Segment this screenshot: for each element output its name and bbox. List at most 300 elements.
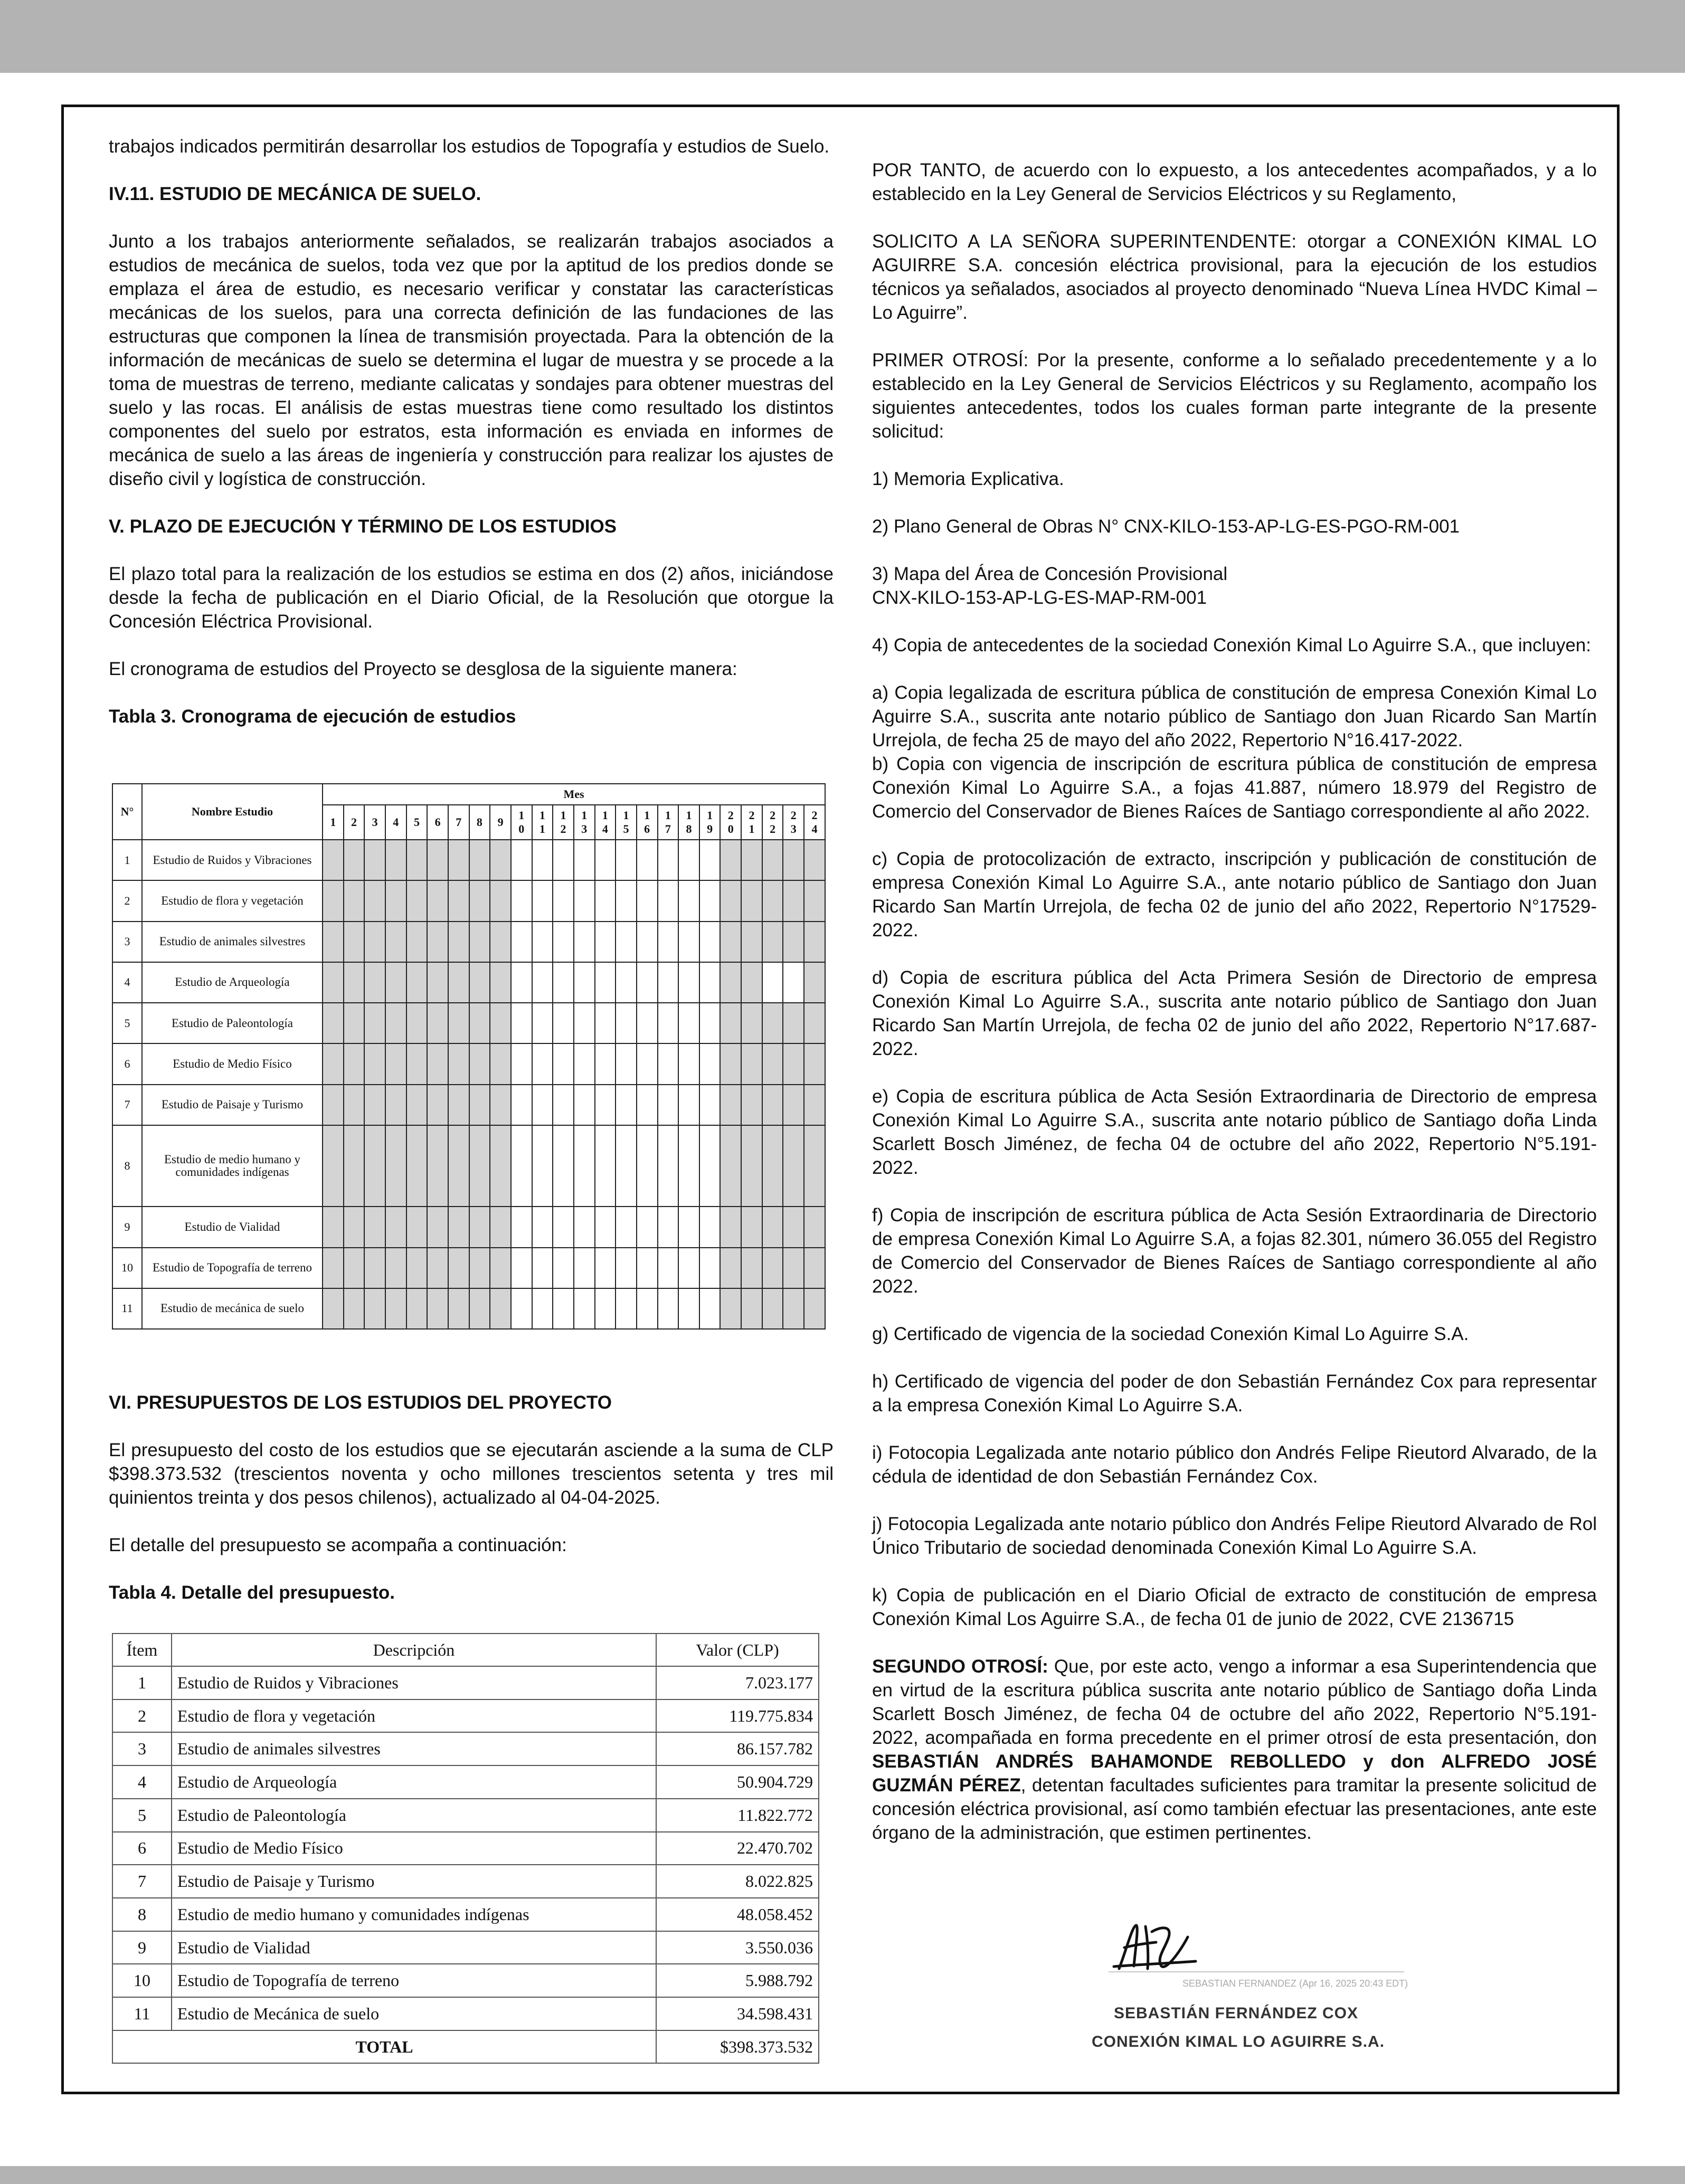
budget-item-value: 11.822.772 — [656, 1799, 819, 1832]
schedule-month-cell — [595, 1248, 616, 1288]
schedule-month-cell — [741, 1003, 762, 1043]
schedule-month-cell — [616, 1248, 637, 1288]
por-tanto-paragraph: POR TANTO, de acuerdo con lo expuesto, a los antecedentes acompañados, y a lo establecido en la Ley General de Servicios Eléctricos y su Reglamento, — [872, 160, 1597, 204]
section-v-heading: V. PLAZO DE EJECUCIÓN Y TÉRMINO DE LOS ESTUDIOS — [109, 516, 617, 537]
schedule-month-cell — [469, 1207, 490, 1247]
month-digit-top: 7 — [456, 815, 462, 829]
schedule-month-cell — [574, 962, 595, 1003]
schedule-month-cell — [637, 880, 658, 921]
schedule-row-number: 7 — [112, 1085, 142, 1125]
schedule-month-cell — [385, 1125, 406, 1207]
schedule-month-cell — [344, 1125, 365, 1207]
schedule-month-cell — [532, 1125, 553, 1207]
budget-row — [112, 1666, 819, 1699]
schedule-month-cell — [344, 880, 365, 921]
schedule-month-cell — [804, 880, 825, 921]
schedule-row-name: Estudio de Vialidad — [142, 1207, 323, 1247]
schedule-month-cell — [762, 1125, 783, 1207]
schedule-month-cell — [804, 1125, 825, 1207]
schedule-month-cell — [323, 1125, 344, 1207]
schedule-month-cell — [804, 1085, 825, 1125]
schedule-month-cell — [511, 1288, 532, 1329]
month-digit-top: 2 — [727, 809, 734, 822]
schedule-month-cell — [678, 1043, 699, 1084]
schedule-month-cell — [532, 922, 553, 962]
schedule-month-cell — [616, 840, 637, 880]
schedule-month-cell — [658, 1003, 679, 1043]
schedule-month-cell — [511, 962, 532, 1003]
schedule-row-name: Estudio de animales silvestres — [142, 922, 323, 962]
schedule-month-cell — [427, 1043, 448, 1084]
budget-item-description: Estudio de Vialidad — [172, 1931, 656, 1964]
budget-item-value: 5.988.792 — [656, 1964, 819, 1997]
budget-row — [112, 1765, 819, 1799]
schedule-month-cell — [574, 1288, 595, 1329]
budget-table — [112, 1633, 819, 2064]
month-digit-top: 1 — [602, 809, 608, 822]
item-4d: d) Copia de escritura pública del Acta Primera Sesión de Directorio de empresa Conexión Kimal Lo Aguirre S.A., suscrita ante notario público de Santiago don Juan Ricardo San Martín Urrejola, de fecha 02 de junio del año 2022, Repertorio N°17.687-2022. — [872, 967, 1597, 1059]
schedule-month-cell — [720, 1207, 741, 1247]
schedule-month-cell — [406, 1043, 428, 1084]
schedule-month-header — [448, 805, 469, 840]
signature-meta: SEBASTIAN FERNANDEZ (Apr 16, 2025 20:43 EDT) — [1182, 1978, 1408, 1989]
schedule-month-cell — [783, 1085, 804, 1125]
schedule-month-cell — [637, 1085, 658, 1125]
schedule-month-cell — [344, 1207, 365, 1247]
schedule-month-cell — [469, 1125, 490, 1207]
schedule-month-cell — [804, 1248, 825, 1288]
schedule-month-cell — [448, 1248, 469, 1288]
signer-company: CONEXIÓN KIMAL LO AGUIRRE S.A. — [1092, 2033, 1385, 2050]
item-4a: a) Copia legalizada de escritura pública de constitución de empresa Conexión Kimal Lo Aguirre S.A., suscrita ante notario público de Santiago don Juan Ricardo San Martín Urrejola, de fecha 25 de mayo del año 2022, Repertorio N°16.417-2022. — [872, 682, 1597, 751]
item-3-line-2: CNX-KILO-153-AP-LG-ES-MAP-RM-001 — [872, 587, 1207, 608]
table4-caption: Tabla 4. Detalle del presupuesto. — [109, 1582, 395, 1603]
schedule-month-cell — [658, 1085, 679, 1125]
schedule-month-cell — [678, 1288, 699, 1329]
schedule-month-cell — [553, 922, 574, 962]
budget-item-description: Estudio de Topografía de terreno — [172, 1964, 656, 1997]
section-v-paragraph-1: El plazo total para la realización de los estudios se estima en dos (2) años, iniciándose desde la fecha de publicación en el Diario Oficial, de la Resolución que otorgue la Concesión Eléctrica Provisional. — [109, 564, 834, 632]
schedule-month-cell — [469, 1043, 490, 1084]
schedule-month-cell — [448, 1288, 469, 1329]
section-vi-heading: VI. PRESUPUESTOS DE LOS ESTUDIOS DEL PROYECTO — [109, 1392, 612, 1413]
schedule-month-cell — [532, 1248, 553, 1288]
schedule-month-cell — [658, 962, 679, 1003]
schedule-month-cell — [574, 1003, 595, 1043]
schedule-month-cell — [699, 1288, 721, 1329]
schedule-month-cell — [616, 922, 637, 962]
schedule-month-cell — [406, 922, 428, 962]
item-4: 4) Copia de antecedentes de la sociedad Conexión Kimal Lo Aguirre S.A., que incluyen: — [872, 635, 1591, 656]
schedule-month-cell — [637, 1248, 658, 1288]
budget-header-valor: Valor (CLP) — [656, 1634, 819, 1666]
segundo-otrosi-names: SEBASTIÁN ANDRÉS BAHAMONDE REBOLLEDO y don ALFREDO JOSÉ GUZMÁN PÉREZ — [872, 1751, 1597, 1796]
schedule-month-header — [616, 805, 637, 840]
schedule-month-cell — [658, 922, 679, 962]
schedule-month-cell — [574, 840, 595, 880]
schedule-month-cell — [616, 962, 637, 1003]
month-digit-top: 2 — [770, 809, 776, 822]
month-digit-top: 5 — [413, 815, 420, 829]
schedule-month-cell — [385, 1003, 406, 1043]
month-digit-bottom: 3 — [790, 822, 797, 835]
budget-item-number: 7 — [112, 1865, 172, 1898]
schedule-month-cell — [595, 1003, 616, 1043]
schedule-month-cell — [762, 1085, 783, 1125]
schedule-row-number: 2 — [112, 880, 142, 921]
budget-total-value: $398.373.532 — [656, 2030, 819, 2063]
schedule-header-nombre: Nombre Estudio — [142, 784, 323, 840]
month-digit-top: 2 — [790, 809, 797, 822]
schedule-row-number: 3 — [112, 922, 142, 962]
budget-item-value: 7.023.177 — [656, 1666, 819, 1699]
schedule-month-cell — [699, 1207, 721, 1247]
month-digit-bottom: 4 — [602, 822, 608, 835]
budget-row — [112, 1832, 819, 1865]
schedule-month-cell — [406, 840, 428, 880]
schedule-month-cell — [553, 880, 574, 921]
schedule-month-cell — [804, 1003, 825, 1043]
schedule-month-cell — [344, 962, 365, 1003]
schedule-month-cell — [720, 1288, 741, 1329]
schedule-month-cell — [637, 1003, 658, 1043]
schedule-month-cell — [448, 840, 469, 880]
schedule-month-cell — [427, 1288, 448, 1329]
schedule-month-cell — [364, 1043, 385, 1084]
schedule-month-cell — [595, 880, 616, 921]
schedule-month-cell — [595, 922, 616, 962]
schedule-month-header — [595, 805, 616, 840]
month-digit-bottom: 2 — [770, 822, 776, 835]
schedule-month-cell — [658, 1288, 679, 1329]
schedule-row-number: 11 — [112, 1288, 142, 1329]
schedule-month-cell — [678, 962, 699, 1003]
signature-line — [1109, 1971, 1404, 1972]
schedule-month-cell — [511, 1125, 532, 1207]
schedule-month-header — [783, 805, 804, 840]
month-digit-top: 1 — [623, 809, 629, 822]
schedule-row-name: Estudio de Ruidos y Vibraciones — [142, 840, 323, 880]
schedule-month-header — [741, 805, 762, 840]
segundo-otrosi-paragraph — [872, 1655, 1597, 1845]
schedule-month-cell — [532, 1085, 553, 1125]
schedule-month-cell — [616, 1207, 637, 1247]
schedule-month-cell — [490, 840, 511, 880]
schedule-month-header — [532, 805, 553, 840]
month-digit-top: 8 — [476, 815, 482, 829]
schedule-month-cell — [637, 1288, 658, 1329]
budget-item-value: 119.775.834 — [656, 1699, 819, 1733]
schedule-month-cell — [385, 922, 406, 962]
schedule-month-cell — [427, 1207, 448, 1247]
schedule-month-cell — [448, 1003, 469, 1043]
budget-item-description: Estudio de medio humano y comunidades indígenas — [172, 1898, 656, 1931]
budget-item-description: Estudio de flora y vegetación — [172, 1699, 656, 1733]
schedule-month-cell — [553, 1085, 574, 1125]
section-v-paragraph-2: El cronograma de estudios del Proyecto se desglosa de la siguiente manera: — [109, 659, 737, 679]
schedule-month-cell — [741, 1288, 762, 1329]
schedule-month-cell — [344, 840, 365, 880]
schedule-month-cell — [490, 1125, 511, 1207]
schedule-month-cell — [804, 1207, 825, 1247]
schedule-month-cell — [448, 1125, 469, 1207]
schedule-month-cell — [448, 1043, 469, 1084]
schedule-month-cell — [364, 1248, 385, 1288]
schedule-month-cell — [678, 880, 699, 921]
schedule-month-cell — [762, 880, 783, 921]
month-digit-bottom: 1 — [539, 822, 545, 835]
schedule-month-cell — [741, 1207, 762, 1247]
schedule-month-cell — [323, 922, 344, 962]
schedule-month-cell — [323, 1003, 344, 1043]
schedule-row-number: 10 — [112, 1248, 142, 1288]
month-digit-top: 2 — [351, 815, 357, 829]
schedule-month-cell — [344, 1248, 365, 1288]
schedule-row-name: Estudio de medio humano y comunidades indígenas — [142, 1125, 323, 1207]
schedule-month-cell — [364, 840, 385, 880]
schedule-month-cell — [469, 1248, 490, 1288]
schedule-row-name: Estudio de Paleontología — [142, 1003, 323, 1043]
schedule-month-cell — [637, 1125, 658, 1207]
schedule-row — [112, 1248, 825, 1288]
schedule-month-cell — [406, 880, 428, 921]
schedule-row — [112, 1207, 825, 1247]
schedule-row-number: 5 — [112, 1003, 142, 1043]
schedule-month-cell — [574, 1207, 595, 1247]
schedule-month-cell — [364, 1085, 385, 1125]
budget-item-description: Estudio de Paleontología — [172, 1799, 656, 1832]
item-4k: k) Copia de publicación en el Diario Oficial de extracto de constitución de empresa Conexión Kimal Los Aguirre S.A., de fecha 01 de junio de 2022, CVE 2136715 — [872, 1585, 1597, 1629]
budget-row — [112, 1865, 819, 1898]
schedule-month-cell — [532, 1207, 553, 1247]
schedule-month-header — [637, 805, 658, 840]
budget-row — [112, 1732, 819, 1765]
budget-item-number: 10 — [112, 1964, 172, 1997]
schedule-month-cell — [720, 840, 741, 880]
schedule-month-cell — [783, 1003, 804, 1043]
budget-row — [112, 1799, 819, 1832]
schedule-month-header — [574, 805, 595, 840]
schedule-month-cell — [678, 1248, 699, 1288]
item-1: 1) Memoria Explicativa. — [872, 469, 1064, 489]
month-digit-bottom: 3 — [581, 822, 588, 835]
schedule-month-cell — [385, 1248, 406, 1288]
schedule-month-cell — [574, 880, 595, 921]
month-digit-top: 1 — [665, 809, 671, 822]
schedule-header-mes: Mes — [323, 784, 825, 805]
bottom-gray-bar — [0, 2166, 1685, 2184]
schedule-month-cell — [658, 1207, 679, 1247]
schedule-month-cell — [574, 1248, 595, 1288]
schedule-row-name: Estudio de mecánica de suelo — [142, 1288, 323, 1329]
schedule-month-cell — [532, 1288, 553, 1329]
schedule-month-cell — [364, 1207, 385, 1247]
schedule-month-cell — [658, 880, 679, 921]
schedule-month-cell — [553, 1003, 574, 1043]
schedule-month-cell — [720, 1043, 741, 1084]
month-digit-top: 1 — [330, 815, 336, 829]
budget-item-value: 48.058.452 — [656, 1898, 819, 1931]
schedule-month-cell — [344, 1085, 365, 1125]
primer-otrosi-paragraph: PRIMER OTROSÍ: Por la presente, conforme a lo señalado precedentemente y a lo establecido en la Ley General de Servicios Eléctricos y su Reglamento, acompaño los siguientes antecedentes, todos los cuales forman parte integrante de la presente solicitud: — [872, 350, 1597, 442]
schedule-row-number: 4 — [112, 962, 142, 1003]
schedule-month-cell — [616, 1043, 637, 1084]
schedule-month-cell — [720, 962, 741, 1003]
schedule-month-cell — [364, 1125, 385, 1207]
schedule-month-cell — [678, 1003, 699, 1043]
budget-item-number: 1 — [112, 1666, 172, 1699]
schedule-month-cell — [741, 880, 762, 921]
month-digit-top: 6 — [434, 815, 441, 829]
schedule-month-cell — [469, 1085, 490, 1125]
budget-row — [112, 1997, 819, 2030]
schedule-month-cell — [678, 840, 699, 880]
schedule-month-cell — [490, 962, 511, 1003]
schedule-month-header — [490, 805, 511, 840]
schedule-month-cell — [741, 922, 762, 962]
segundo-otrosi-text-1: Que, por este acto, vengo a informar a esa Superintendencia que en virtud de la escritura pública suscrita ante notario público de Santiago doña Linda Scarlett Bosch Jiménez, de fecha 04 de octubre del año 2022, Repertorio N°5.191-2022, acompañada en forma precedente en el primer otrosí de esta presentación, don — [872, 1656, 1597, 1748]
schedule-month-cell — [637, 962, 658, 1003]
schedule-month-cell — [804, 1043, 825, 1084]
budget-header-item: Ítem — [112, 1634, 172, 1666]
budget-row — [112, 1964, 819, 1997]
month-digit-bottom: 0 — [727, 822, 734, 835]
table3-caption: Tabla 3. Cronograma de ejecución de estudios — [109, 706, 516, 727]
schedule-month-cell — [448, 962, 469, 1003]
budget-item-value: 50.904.729 — [656, 1765, 819, 1799]
schedule-month-cell — [699, 1085, 721, 1125]
schedule-month-cell — [490, 1207, 511, 1247]
schedule-month-cell — [427, 1003, 448, 1043]
schedule-row-number: 8 — [112, 1125, 142, 1207]
budget-item-description: Estudio de Paisaje y Turismo — [172, 1865, 656, 1898]
schedule-month-cell — [427, 840, 448, 880]
schedule-month-cell — [532, 840, 553, 880]
budget-item-number: 4 — [112, 1765, 172, 1799]
budget-item-value: 34.598.431 — [656, 1997, 819, 2030]
schedule-month-cell — [532, 962, 553, 1003]
budget-total-label: TOTAL — [112, 2030, 656, 2063]
schedule-month-cell — [783, 1043, 804, 1084]
schedule-month-cell — [762, 922, 783, 962]
schedule-month-cell — [616, 880, 637, 921]
left-column-lower — [109, 1391, 834, 1628]
signature-block — [1077, 1916, 1425, 2074]
intro-paragraph: trabajos indicados permitirán desarrollar los estudios de Topografía y estudios de Suelo. — [109, 136, 830, 157]
schedule-month-cell — [699, 962, 721, 1003]
month-digit-top: 1 — [644, 809, 650, 822]
schedule-month-cell — [741, 1125, 762, 1207]
budget-item-value: 8.022.825 — [656, 1865, 819, 1898]
schedule-month-cell — [595, 1043, 616, 1084]
schedule-month-cell — [658, 1043, 679, 1084]
budget-item-description: Estudio de Arqueología — [172, 1765, 656, 1799]
budget-item-number: 8 — [112, 1898, 172, 1931]
schedule-month-cell — [804, 840, 825, 880]
schedule-month-cell — [720, 1003, 741, 1043]
item-3 — [872, 562, 1597, 610]
schedule-month-cell — [364, 1288, 385, 1329]
month-digit-top: 1 — [560, 809, 566, 822]
schedule-month-cell — [490, 1248, 511, 1288]
budget-item-value: 3.550.036 — [656, 1931, 819, 1964]
schedule-month-cell — [783, 1125, 804, 1207]
schedule-row — [112, 922, 825, 962]
schedule-month-header — [427, 805, 448, 840]
schedule-row-number: 6 — [112, 1043, 142, 1084]
item-2: 2) Plano General de Obras N° CNX-KILO-153-AP-LG-ES-PGO-RM-001 — [872, 516, 1460, 537]
schedule-month-cell — [783, 880, 804, 921]
schedule-row — [112, 1085, 825, 1125]
schedule-month-cell — [595, 1207, 616, 1247]
schedule-month-cell — [637, 1207, 658, 1247]
schedule-month-cell — [323, 1288, 344, 1329]
item-4e: e) Copia de escritura pública de Acta Sesión Extraordinaria de Directorio de empresa Conexión Kimal Lo Aguirre S.A., suscrita ante notario público de Santiago doña Linda Scarlett Bosch Jiménez, de fecha 04 de octubre del año 2022, Repertorio N°5.191-2022. — [872, 1086, 1597, 1178]
schedule-month-cell — [574, 1085, 595, 1125]
schedule-month-header — [699, 805, 721, 840]
section-vi-paragraph-1: El presupuesto del costo de los estudios que se ejecutarán asciende a la suma de CLP $398.373.532 (trescientos noventa y ocho millones trescientos setenta y tres mil quinientos treinta y dos pesos chilenos), actualizado al 04-04-2025. — [109, 1440, 834, 1508]
budget-item-number: 3 — [112, 1732, 172, 1765]
budget-item-description: Estudio de Mecánica de suelo — [172, 1997, 656, 2030]
schedule-row — [112, 880, 825, 921]
top-gray-bar — [0, 0, 1685, 73]
budget-header-desc: Descripción — [172, 1634, 656, 1666]
schedule-month-cell — [762, 1043, 783, 1084]
item-4f: f) Copia de inscripción de escritura pública de Acta Sesión Extraordinaria de Directorio de empresa Conexión Kimal Lo Aguirre S.A, a fojas 82.301, número 36.055 del Registro de Comercio del Conservador de Bienes Raíces de Santiago correspondiente al año 2022. — [872, 1205, 1597, 1297]
budget-item-number: 9 — [112, 1931, 172, 1964]
schedule-row — [112, 1288, 825, 1329]
month-digit-bottom: 2 — [560, 822, 566, 835]
schedule-month-cell — [762, 840, 783, 880]
schedule-month-cell — [699, 1248, 721, 1288]
schedule-month-cell — [385, 880, 406, 921]
schedule-month-cell — [511, 1003, 532, 1043]
month-digit-top: 1 — [539, 809, 545, 822]
item-4j: j) Fotocopia Legalizada ante notario público don Andrés Felipe Rieutord Alvarado de Rol Único Tributario de sociedad denominada Conexión Kimal Lo Aguirre S.A. — [872, 1514, 1597, 1558]
schedule-month-cell — [553, 1248, 574, 1288]
schedule-month-header — [658, 805, 679, 840]
segundo-otrosi-text-2: , detentan facultades suficientes para tramitar la presente solicitud de concesión eléctrica provisional, así como también efectuar las presentaciones, ante este órgano de la administración, que estimen pertinentes. — [872, 1775, 1597, 1843]
schedule-month-cell — [699, 880, 721, 921]
schedule-month-cell — [532, 880, 553, 921]
schedule-month-cell — [762, 962, 783, 1003]
schedule-month-cell — [699, 922, 721, 962]
schedule-month-cell — [364, 880, 385, 921]
schedule-month-cell — [427, 880, 448, 921]
handwritten-signature — [1103, 1916, 1241, 1984]
month-digit-top: 1 — [686, 809, 692, 822]
schedule-month-cell — [448, 922, 469, 962]
schedule-month-header — [804, 805, 825, 840]
schedule-month-header — [720, 805, 741, 840]
schedule-month-cell — [804, 922, 825, 962]
schedule-month-cell — [385, 840, 406, 880]
schedule-row-number: 9 — [112, 1207, 142, 1247]
schedule-month-cell — [741, 1085, 762, 1125]
schedule-month-cell — [658, 1125, 679, 1207]
schedule-month-header — [364, 805, 385, 840]
schedule-month-cell — [448, 1085, 469, 1125]
schedule-month-cell — [741, 840, 762, 880]
schedule-month-cell — [364, 962, 385, 1003]
schedule-month-cell — [344, 1288, 365, 1329]
schedule-month-cell — [385, 1043, 406, 1084]
schedule-month-cell — [553, 840, 574, 880]
month-digit-top: 3 — [372, 815, 378, 829]
schedule-month-cell — [385, 962, 406, 1003]
budget-item-description: Estudio de animales silvestres — [172, 1732, 656, 1765]
schedule-month-cell — [574, 1125, 595, 1207]
